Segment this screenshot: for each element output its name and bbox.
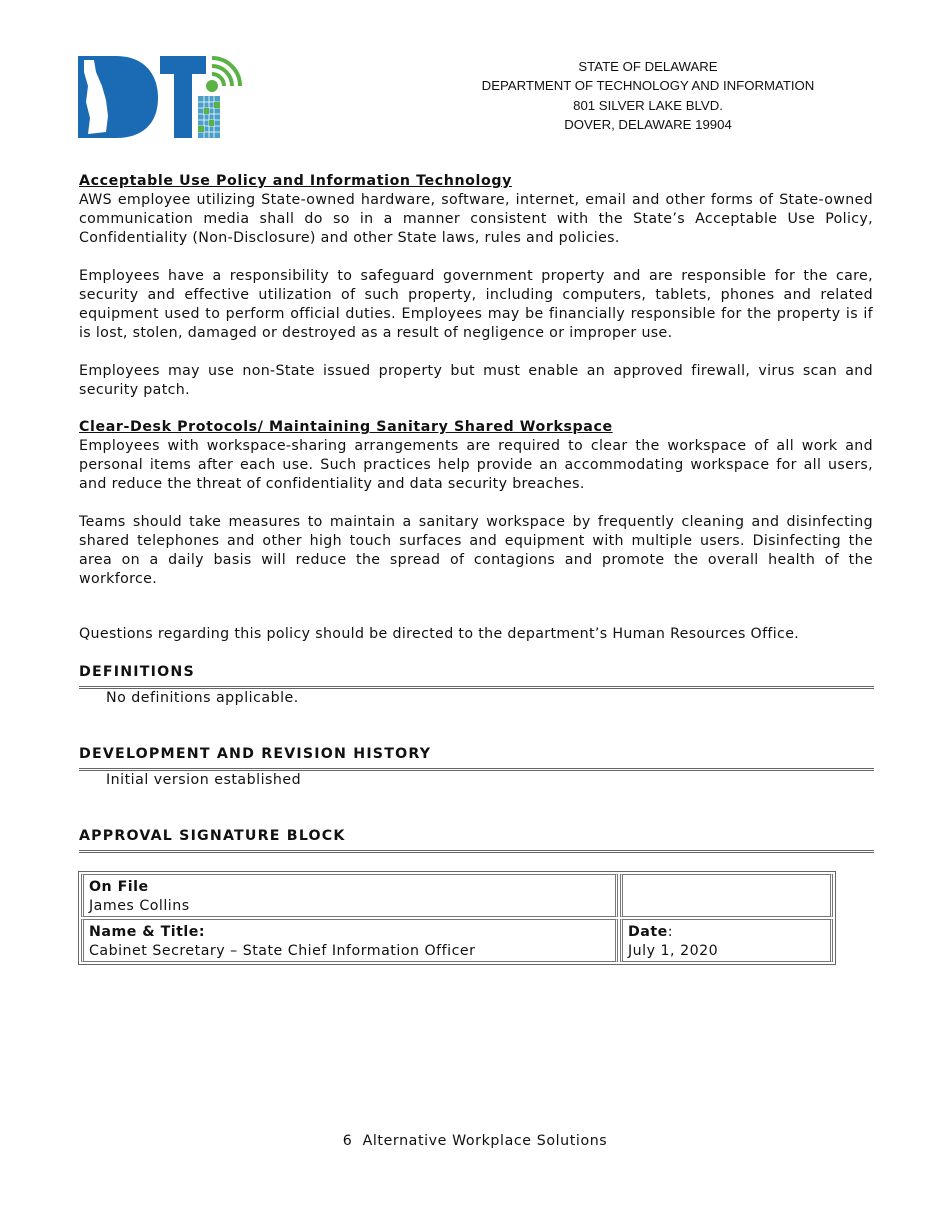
date-label: Date [628, 924, 668, 940]
questions-text: Questions regarding this policy should be directed to the department’s Human Resources Office. [79, 626, 800, 642]
clear-desk-paragraph-2: Teams should take measures to maintain a sanitary workspace by frequently cleaning and disinfecting shared telephones and other high touch surfaces and equipment with multiple users. Disinfecting the area on a daily basis will reduce the spread of contagions and promote the overall health of the workforce. [79, 514, 873, 587]
date-cell [620, 919, 833, 962]
approval-signature-table [78, 871, 836, 965]
clear-desk-section [79, 418, 873, 589]
address-department: DEPARTMENT OF TECHNOLOGY AND INFORMATION [481, 78, 815, 94]
footer-doc-title: Alternative Workplace Solutions [362, 1133, 608, 1149]
acceptable-use-heading: Acceptable Use Policy and Information Technology [79, 173, 512, 189]
clear-desk-heading: Clear-Desk Protocols/ Maintaining Sanitary Shared Workspace [79, 419, 613, 435]
name-title-cell [81, 919, 618, 962]
clear-desk-paragraph-1: Employees with workspace-sharing arrangements are required to clear the workspace of all work and personal items after each use. Such practices help provide an accommodating workspace for all users, and reduce the threat of confidentiality and data security breaches. [79, 438, 873, 492]
address-city: DOVER, DELAWARE 19904 [564, 116, 732, 132]
signature-cell [81, 874, 618, 917]
acceptable-use-paragraph-1: AWS employee utilizing State-owned hardware, software, internet, email and other forms of State-owned communication media shall do so in a manner consistent with the State’s Acceptable Use Policy, Confidentiality (Non-Disclosure) and other State laws, rules and policies. [79, 192, 873, 246]
logo-letter-t-stem [174, 56, 192, 138]
acceptable-use-paragraph-3: Employees may use non-State issued property but must enable an approved firewall, virus scan and security patch. [79, 363, 873, 398]
revision-history-heading: DEVELOPMENT AND REVISION HISTORY [79, 745, 874, 771]
name-date-row [81, 919, 833, 962]
questions-statement [79, 625, 873, 644]
signer-title: Cabinet Secretary – State Chief Information Officer [89, 943, 476, 959]
logo-i-dot [206, 80, 218, 92]
date-label-colon: : [667, 924, 674, 940]
approval-date: July 1, 2020 [628, 943, 719, 959]
dti-logo [78, 52, 248, 140]
signer-name: James Collins [89, 898, 190, 914]
definitions-body: No definitions applicable. [106, 690, 299, 706]
definitions-heading: DEFINITIONS [79, 663, 874, 689]
on-file-label: On File [89, 879, 149, 895]
revision-history-body: Initial version established [106, 772, 302, 788]
address-street: 801 SILVER LAKE BLVD. [573, 97, 723, 113]
name-title-label: Name & Title: [89, 924, 206, 940]
agency-address [470, 57, 826, 134]
address-state: STATE OF DELAWARE [578, 59, 718, 74]
approval-heading: APPROVAL SIGNATURE BLOCK [79, 827, 874, 853]
page-number: 6 [342, 1133, 353, 1149]
acceptable-use-section [79, 172, 873, 400]
acceptable-use-paragraph-2: Employees have a responsibility to safeguard government property and are responsible for the care, security and effective utilization of such property, including computers, tablets, phones and related equipment used to perform official duties. Employees may be financially responsible for the property is if is lost, stolen, damaged or destroyed as a result of negligence or improper use. [79, 268, 873, 341]
signature-blank-cell [620, 874, 833, 917]
signature-row [81, 874, 833, 917]
page-footer [0, 1133, 950, 1149]
logo-i-stem-grid [198, 96, 220, 138]
